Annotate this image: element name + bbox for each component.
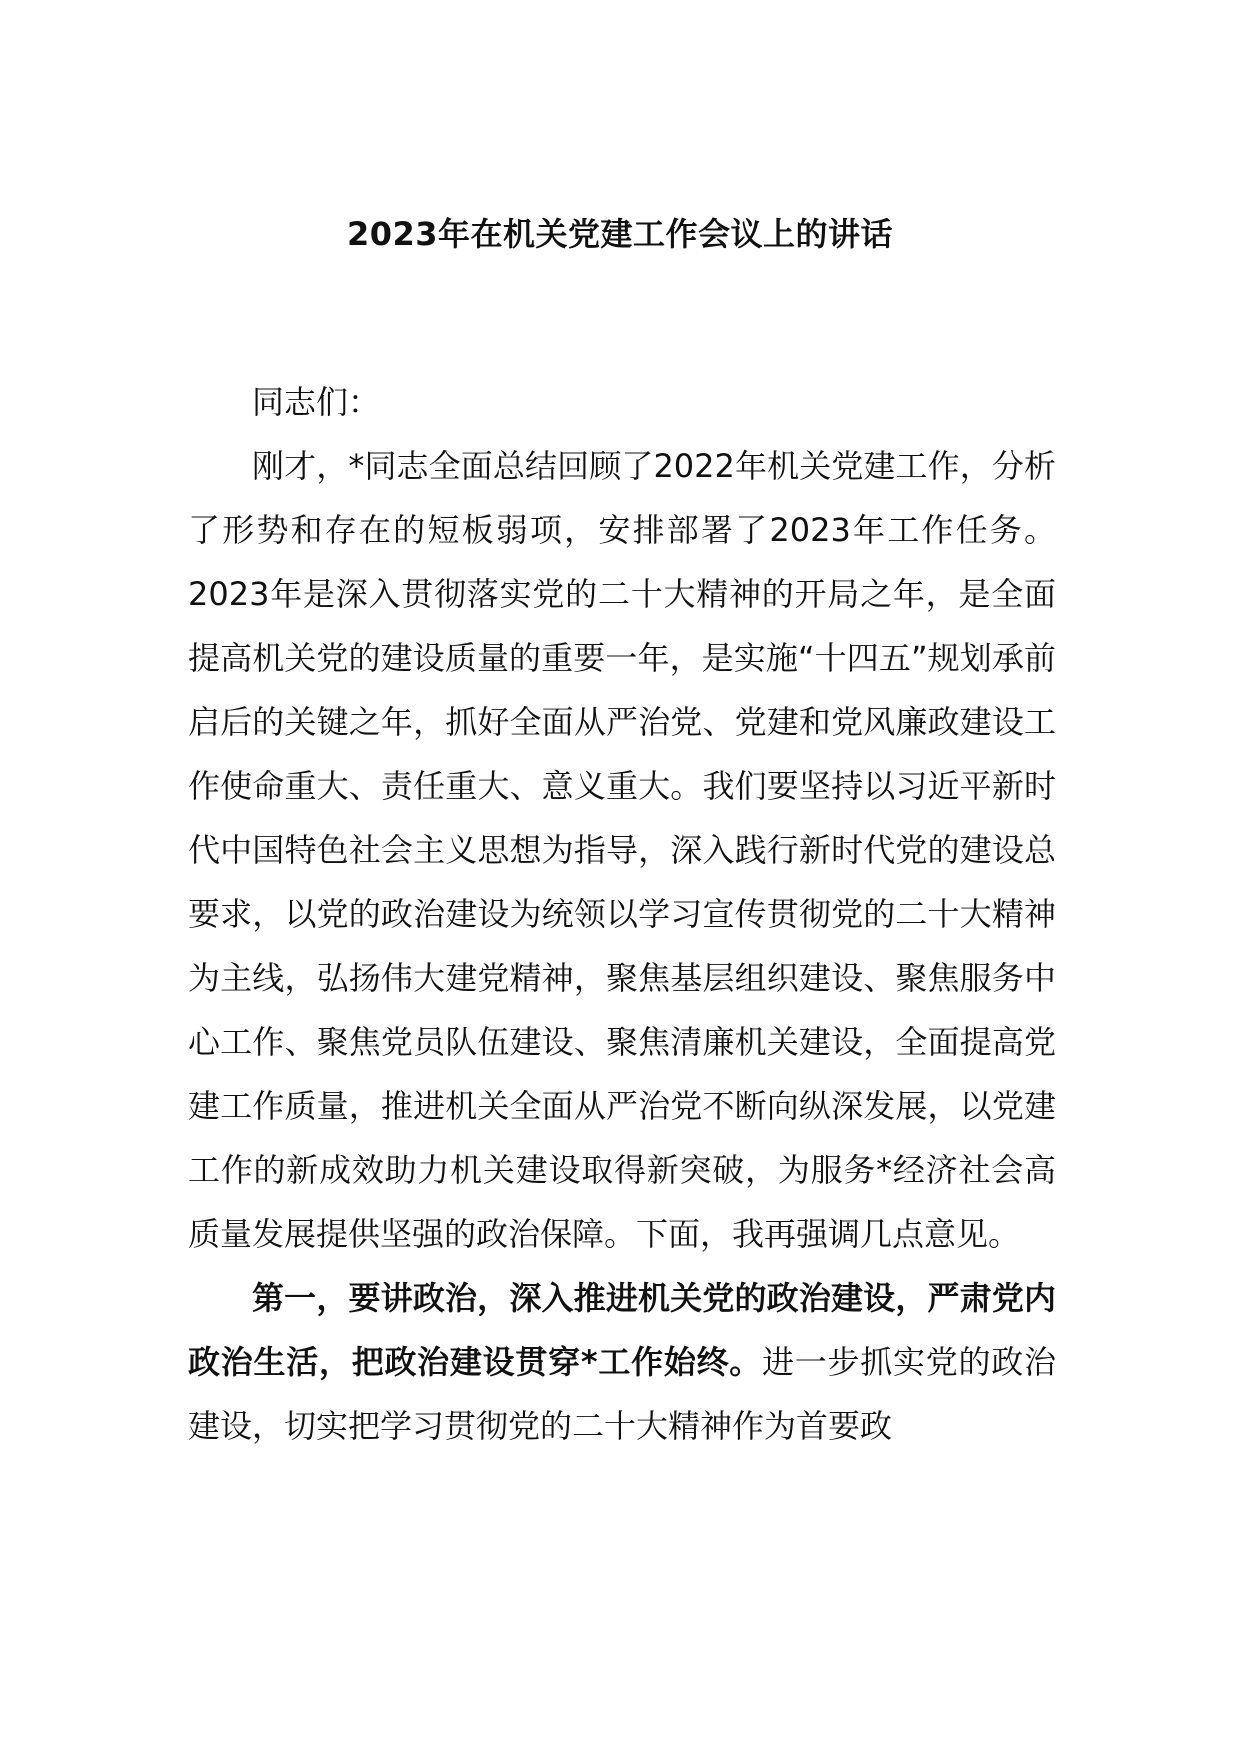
first-point-heading: 第一，要讲政治，深入推进机关党的政治建设，严肃党内政治生活，把政治建设贯穿*工作始终。: [188, 1279, 1056, 1381]
salutation: 同志们：: [252, 383, 381, 421]
paragraph-first-point: [188, 1266, 1056, 1458]
document-title: 2023年在机关党建工作会议上的讲话: [346, 215, 894, 253]
paragraph-intro: 刚才，*同志全面总结回顾了2022年机关党建工作，分析了形势和存在的短板弱项，安排部署了2023年工作任务。2023年是深入贯彻落实党的二十大精神的开局之年，是全面提高机关党的建设质量的重要一年，是实施“十四五”规划承前启后的关键之年，抓好全面从严治党、党建和党风廉政建设工作使命重大、责任重大、意义重大。我们要坚持以习近平新时代中国特色社会主义思想为指导，深入践行新时代党的建设总要求，以党的政治建设为统领以学习宣传贯彻党的二十大精神为主线，弘扬伟大建党精神，聚焦基层组织建设、聚焦服务中心工作、聚焦党员队伍建设、聚焦清廉机关建设，全面提高党建工作质量，推进机关全面从严治党不断向纵深发展，以党建工作的新成效助力机关建设取得新突破，为服务*经济社会高质量发展提供坚强的政治保障。下面，我再强调几点意见。: [188, 447, 1056, 1253]
document-body: [188, 370, 1056, 1458]
first-point-text: 进一步抓实党的政治建设，切实把学习贯彻党的二十大精神作为首要政: [188, 1343, 1056, 1445]
